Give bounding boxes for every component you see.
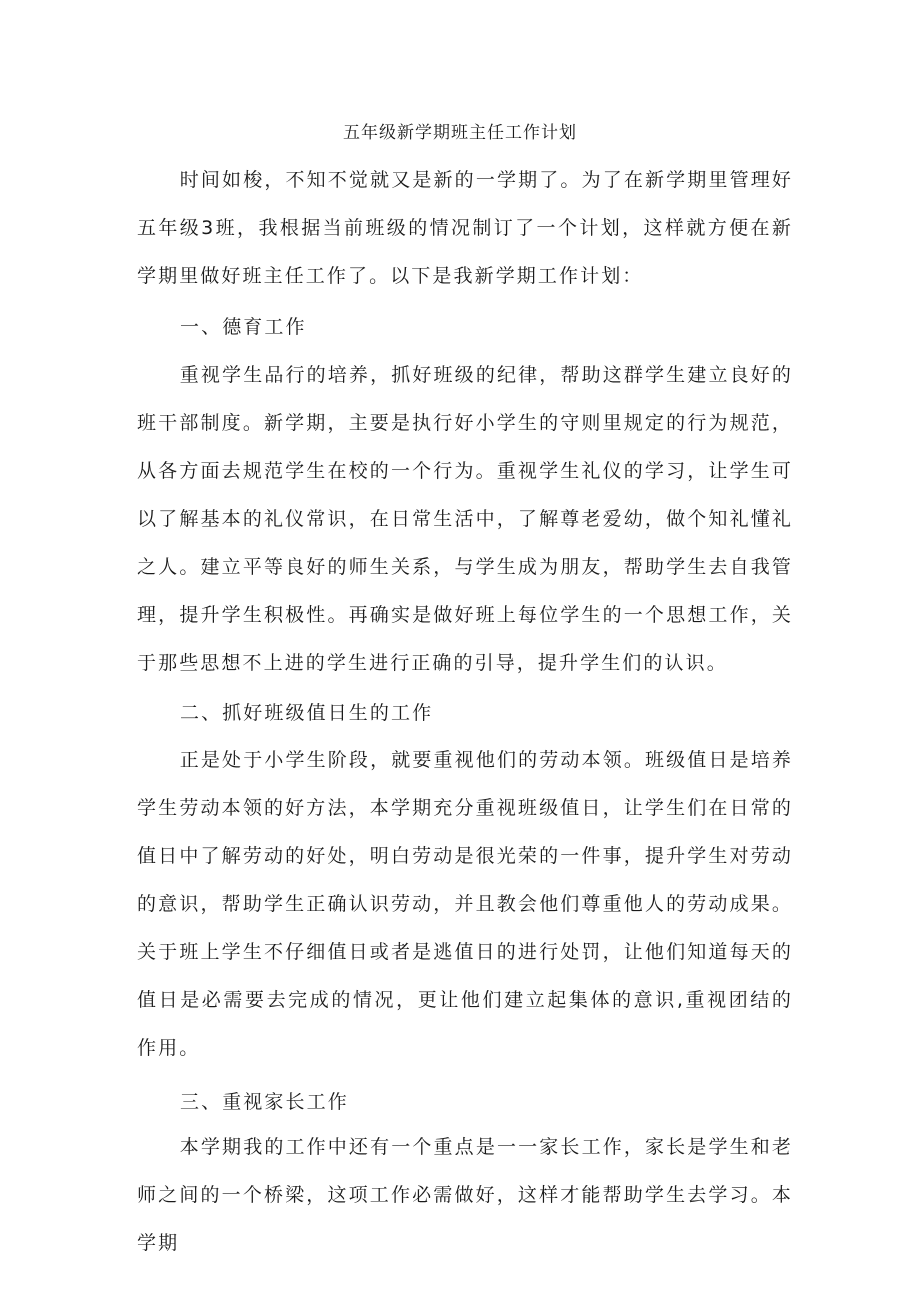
section-body-parent-work: 本学期我的工作中还有一个重点是一一家长工作，家长是学生和老师之间的一个桥梁，这项工作必需做好，这样才能帮助学生去学习。本学期: [137, 1136, 793, 1254]
section-heading-moral-education: 一、德育工作: [180, 316, 307, 338]
section-heading-parent-work: 三、重视家长工作: [180, 1091, 349, 1113]
document-title: 五年级新学期班主任工作计划: [343, 123, 577, 143]
section-body-duty-students: 正是处于小学生阶段，就要重视他们的劳动本领。班级值日是培养学生劳动本领的好方法，本学期充分重视班级值日，让学生们在日常的值日中了解劳动的好处，明白劳动是很光荣的一件事，提升学生对劳动的意识，帮助学生正确认识劳动，并且教会他们尊重他人的劳动成果。关于班上学生不仔细值日或者是逃值日的进行处罚，让他们知道每天的值日是必需要去完成的情况，更让他们建立起集体的意识,重视团结的作用。: [137, 749, 793, 1059]
intro-paragraph: 时间如梭，不知不觉就又是新的一学期了。为了在新学期里管理好五年级3班，我根据当前班级的情况制订了一个计划，这样就方便在新学期里做好班主任工作了。以下是我新学期工作计划：: [137, 169, 793, 287]
section-body-moral-education: 重视学生品行的培养，抓好班级的纪律，帮助这群学生建立良好的班干部制度。新学期，主要是执行好小学生的守则里规定的行为规范，从各方面去规范学生在校的一个行为。重视学生礼仪的学习，让学生可以了解基本的礼仪常识，在日常生活中，了解尊老爱幼，做个知礼懂礼之人。建立平等良好的师生关系，与学生成为朋友，帮助学生去自我管理，提升学生积极性。再确实是做好班上每位学生的一个思想工作，关于那些思想不上进的学生进行正确的引导，提升学生们的认识。: [137, 364, 793, 674]
section-heading-duty-students: 二、抓好班级值日生的工作: [180, 702, 434, 724]
